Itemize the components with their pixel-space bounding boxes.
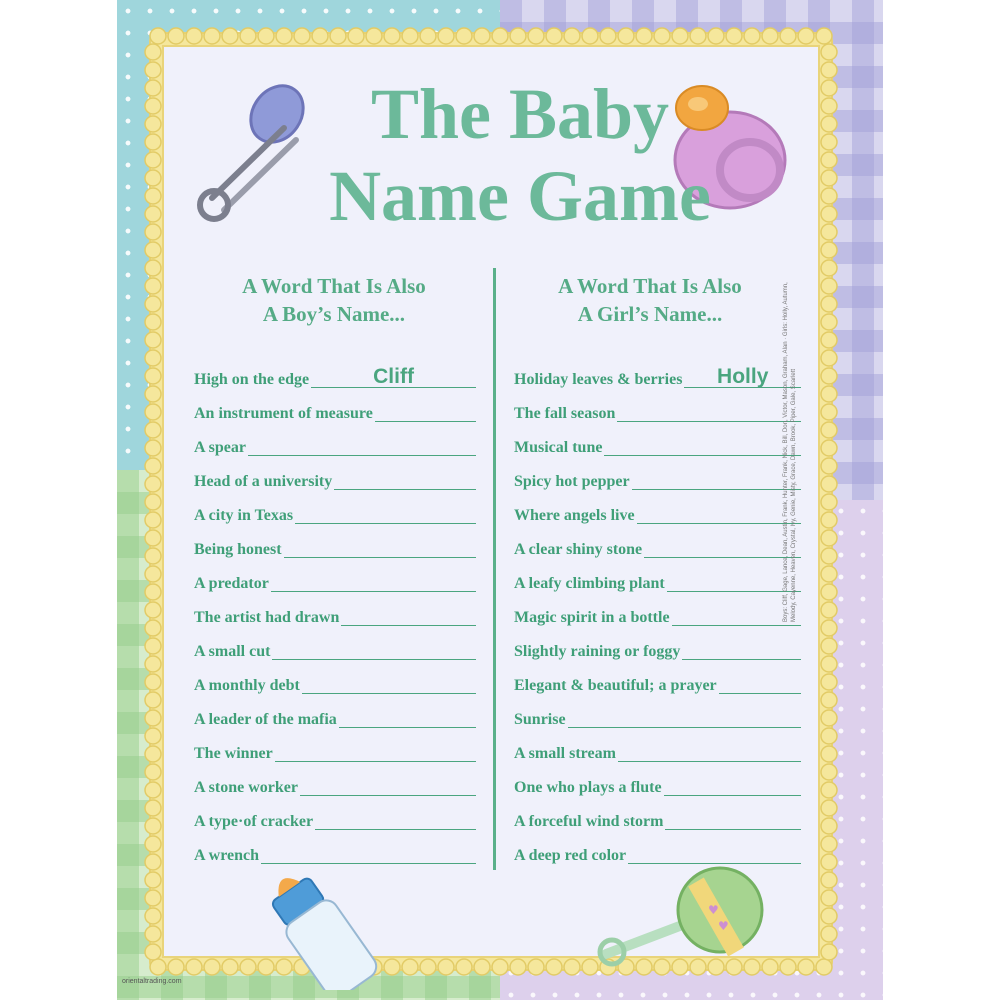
clue-text: Spicy hot pepper	[514, 473, 630, 490]
girls-clue-row	[514, 460, 801, 494]
boys-heading-line2: A Boy’s Name...	[262, 302, 406, 326]
answer-blank[interactable]	[261, 841, 476, 864]
rattle-icon	[596, 864, 780, 974]
answer-text: Cliff	[373, 365, 414, 388]
clue-text: The winner	[194, 745, 273, 762]
clue-text: A stone worker	[194, 779, 298, 796]
girls-clue-row	[514, 528, 801, 562]
boys-clue-row	[194, 664, 476, 698]
boys-clue-row	[194, 834, 476, 868]
answer-blank[interactable]	[315, 807, 476, 830]
clue-text: A deep red color	[514, 847, 627, 864]
clue-text: A clear shiny stone	[514, 541, 643, 558]
answer-blank[interactable]	[719, 671, 801, 694]
clue-text: Musical tune	[514, 439, 603, 456]
boys-clue-row	[194, 528, 476, 562]
clue-text: Holiday leaves & berries	[514, 371, 683, 388]
answer-key: Boys: Cliff, Gage, Lance, Dean, Austin, Frank, Hunter, Frank, Nick, Bill, Don, Victor, Mason, Graham, Alan · Girls: Holly, Autumn, Melody, Cayenne, Heaven, Crystal, Ivy, Genie, Misty, Grace, Dawn, Brook, Piper, Gale, Scarlett	[783, 282, 797, 622]
answer-blank[interactable]	[618, 739, 801, 762]
boys-clue-row	[194, 426, 476, 460]
girls-clue-row	[514, 630, 801, 664]
answer-blank[interactable]	[341, 603, 476, 626]
answer-blank[interactable]	[628, 841, 801, 864]
clue-text: Being honest	[194, 541, 282, 558]
girls-clue-row	[514, 392, 801, 426]
clue-text: A wrench	[194, 847, 260, 864]
clue-text: Magic spirit in a bottle	[514, 609, 670, 626]
boys-clue-row	[194, 596, 476, 630]
girls-clue-row	[514, 732, 801, 766]
answer-blank[interactable]	[275, 739, 476, 762]
answer-blank[interactable]	[248, 433, 476, 456]
boys-clue-row	[194, 358, 476, 392]
footer-url: orientaltrading.com	[122, 978, 182, 985]
boys-clue-row	[194, 392, 476, 426]
answer-blank[interactable]	[375, 399, 476, 422]
answer-blank[interactable]	[300, 773, 476, 796]
answer-blank[interactable]	[665, 807, 801, 830]
boys-column-heading	[184, 272, 484, 328]
clue-text: Head of a university	[194, 473, 333, 490]
answer-blank[interactable]	[271, 569, 476, 592]
answer-blank[interactable]	[339, 705, 476, 728]
clue-text: A small cut	[194, 643, 271, 660]
girls-clue-row	[514, 766, 801, 800]
clue-text: A spear	[194, 439, 246, 456]
girls-column-heading	[500, 272, 800, 328]
boys-clue-row	[194, 494, 476, 528]
answer-blank[interactable]	[311, 365, 476, 388]
girls-heading-line2: A Girl’s Name...	[577, 302, 723, 326]
clue-text: An instrument of measure	[194, 405, 373, 422]
answer-blank[interactable]	[302, 671, 476, 694]
girls-clue-row	[514, 562, 801, 596]
boys-clue-row	[194, 732, 476, 766]
page-title-line2: Name Game	[329, 156, 711, 236]
answer-blank[interactable]	[617, 399, 801, 422]
clue-text: A small stream	[514, 745, 616, 762]
baby-bottle-icon	[255, 866, 395, 990]
clue-text: One who plays a flute	[514, 779, 662, 796]
clue-text: A type·of cracker	[194, 813, 314, 830]
clue-text: A city in Texas	[194, 507, 294, 524]
answer-blank[interactable]	[295, 501, 476, 524]
answer-blank[interactable]	[568, 705, 801, 728]
clue-text: A leafy climbing plant	[514, 575, 665, 592]
answer-blank[interactable]	[637, 501, 801, 524]
svg-text:♥: ♥	[708, 903, 719, 917]
clue-text: A leader of the mafia	[194, 711, 337, 728]
girls-clue-row	[514, 494, 801, 528]
page-title-line1: The Baby	[370, 74, 670, 154]
boys-heading-line1: A Word That Is Also	[242, 274, 426, 298]
answer-blank[interactable]	[632, 467, 801, 490]
girls-heading-line1: A Word That Is Also	[558, 274, 742, 298]
girls-clue-row	[514, 800, 801, 834]
boys-clue-row	[194, 766, 476, 800]
boys-clue-row	[194, 630, 476, 664]
girls-clue-list	[514, 358, 801, 868]
clue-text: A monthly debt	[194, 677, 300, 694]
answer-blank[interactable]	[667, 569, 801, 592]
clue-text: A predator	[194, 575, 269, 592]
boys-clue-row	[194, 698, 476, 732]
clue-text: Sunrise	[514, 711, 566, 728]
answer-text: Holly	[717, 365, 769, 388]
answer-blank[interactable]	[272, 637, 476, 660]
girls-clue-row	[514, 426, 801, 460]
girls-clue-row	[514, 358, 801, 392]
answer-blank[interactable]	[664, 773, 801, 796]
column-divider	[493, 268, 496, 870]
girls-clue-row	[514, 834, 801, 868]
clue-text: A forceful wind storm	[514, 813, 664, 830]
clue-text: Where angels live	[514, 507, 635, 524]
clue-text: The fall season	[514, 405, 616, 422]
answer-blank[interactable]	[284, 535, 476, 558]
girls-clue-row	[514, 596, 801, 630]
svg-text:♥: ♥	[718, 919, 729, 933]
answer-blank[interactable]	[644, 535, 801, 558]
boys-clue-list	[194, 358, 476, 868]
boys-clue-row	[194, 800, 476, 834]
girls-clue-row	[514, 664, 801, 698]
boys-clue-row	[194, 562, 476, 596]
answer-blank[interactable]	[334, 467, 476, 490]
clue-text: High on the edge	[194, 371, 310, 388]
girls-clue-row	[514, 698, 801, 732]
boys-clue-row	[194, 460, 476, 494]
clue-text: Slightly raining or foggy	[514, 643, 681, 660]
answer-blank[interactable]	[604, 433, 801, 456]
answer-blank[interactable]	[682, 637, 801, 660]
clue-text: The artist had drawn	[194, 609, 340, 626]
clue-text: Elegant & beautiful; a prayer	[514, 677, 717, 694]
